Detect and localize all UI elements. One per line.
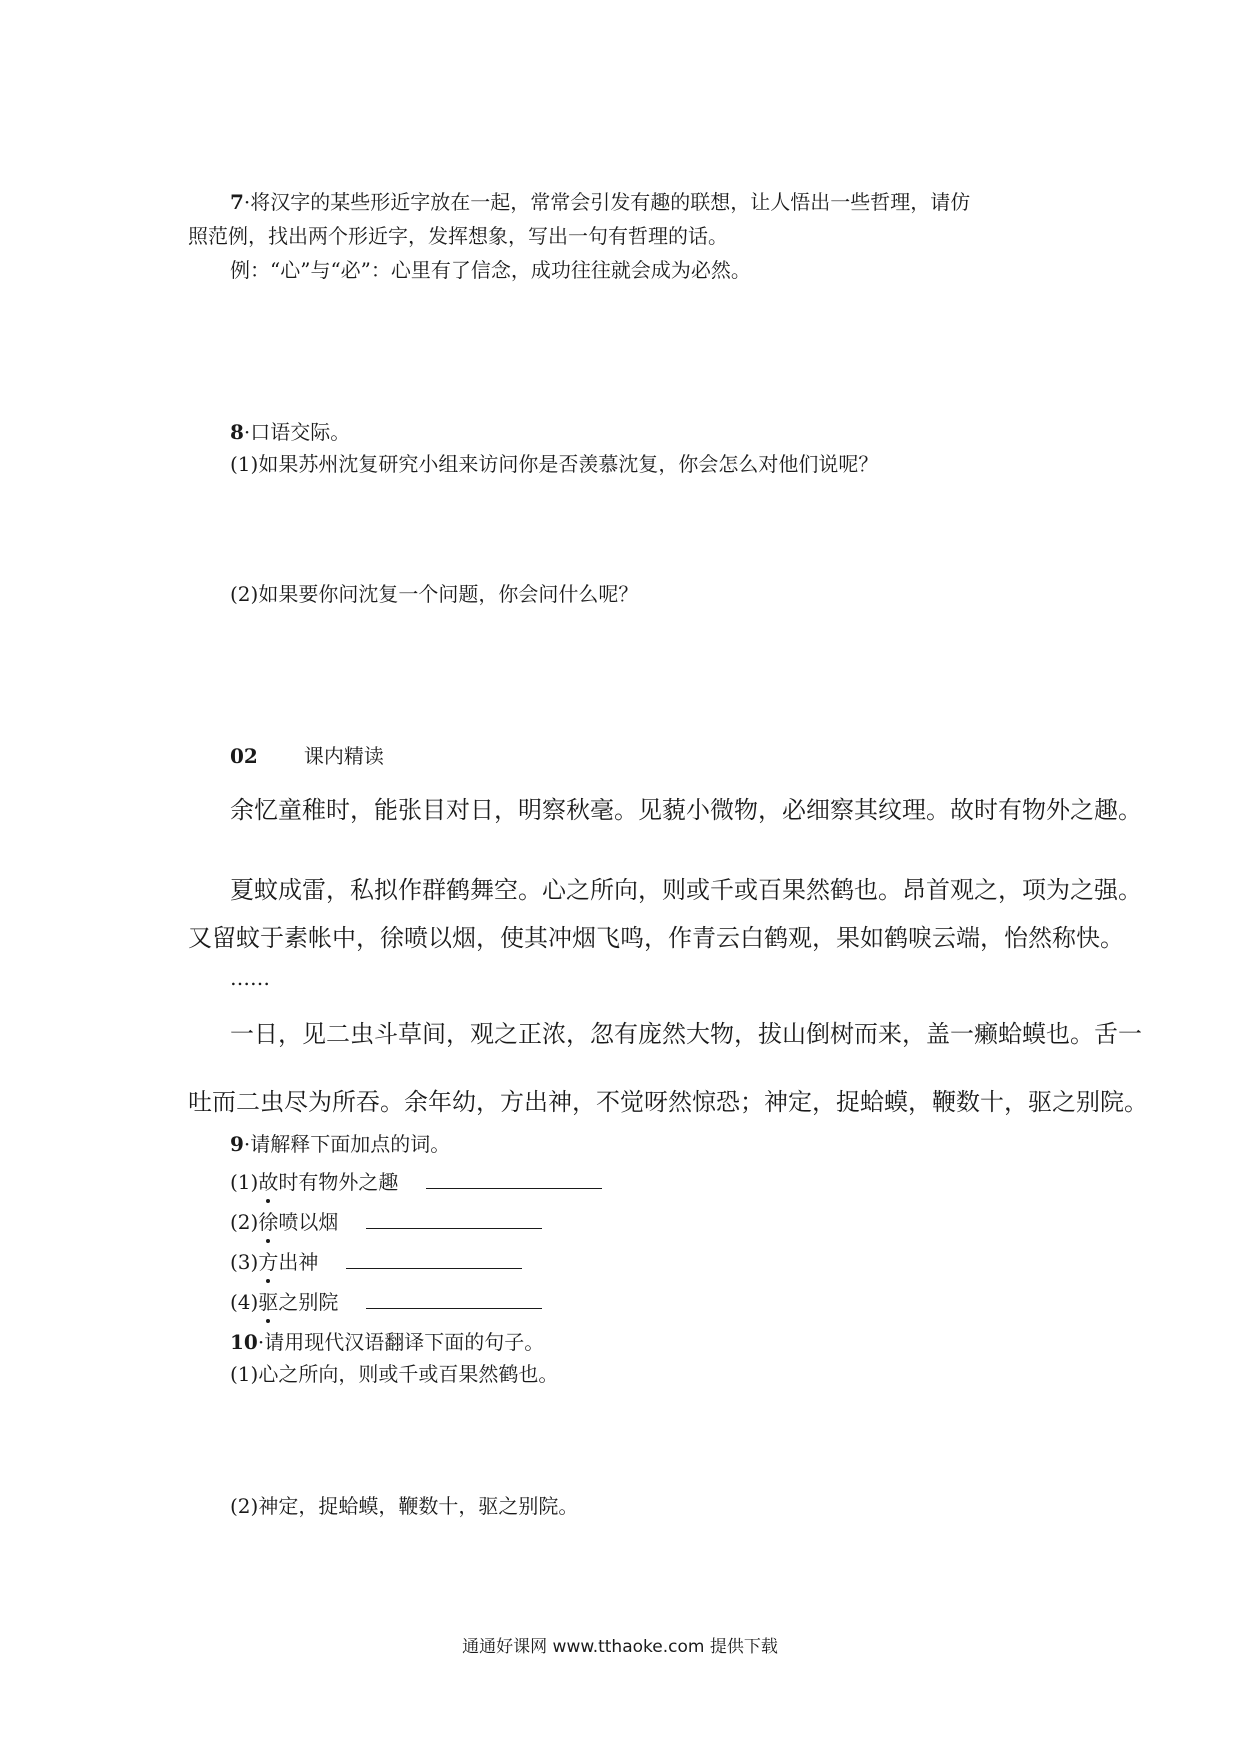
q7-line-1: [230, 186, 970, 215]
passage-paragraph-3b: 吐而二虫尽为所吞。余年幼，方出神，不觉呀然惊恐；神定，捉蛤蟆，鞭数十，驱之别院。: [188, 1088, 1148, 1116]
q10-sub-1: (1)心之所向，则或千或百果然鹤也。: [230, 1362, 559, 1386]
q7-number: 7: [230, 190, 244, 214]
page-footer: 通通好课网 www.tthaoke.com 提供下载: [462, 1637, 778, 1657]
passage-paragraph-1: 余忆童稚时，能张目对日，明察秋毫。见藐小微物，必细察其纹理。故时有物外之趣。: [230, 796, 1142, 824]
answer-blank-1[interactable]: [426, 1187, 602, 1189]
dotted-word: 驱: [258, 1286, 278, 1315]
q7-text-1: ·将汉字的某些形近字放在一起，常常会引发有趣的联想，让人悟出一些哲理，请仿: [243, 190, 971, 214]
q9-title: ·请解释下面加点的词。: [243, 1132, 451, 1156]
q10-sub-2: (2)神定，捉蛤蟆，鞭数十，驱之别院。: [230, 1494, 579, 1518]
q8-title-line: [230, 416, 350, 445]
q10-title-line: [230, 1326, 544, 1355]
section-header: [230, 740, 384, 769]
section-number: 02: [230, 744, 258, 768]
q9-title-line: [230, 1128, 450, 1157]
q10-title: ·请用现代汉语翻译下面的句子。: [257, 1330, 545, 1354]
q9-item-3: (3)方出神: [230, 1246, 522, 1275]
dotted-word: 方: [258, 1246, 278, 1275]
q9-number: 9: [230, 1132, 244, 1156]
q7-example: 例：“心”与“必”：心里有了信念，成功往往就会成为必然。: [230, 258, 751, 282]
q9-item-2: (2)徐喷以烟: [230, 1206, 542, 1235]
q8-number: 8: [230, 420, 244, 444]
q9-item-4: (4)驱之别院: [230, 1286, 542, 1315]
q10-number: 10: [230, 1330, 258, 1354]
dotted-word: 徐: [258, 1206, 278, 1235]
passage-paragraph-2a: 夏蚊成雷，私拟作群鹤舞空。心之所向，则或千或百果然鹤也。昂首观之，项为之强。: [230, 876, 1142, 904]
q8-sub-2: (2)如果要你问沈复一个问题，你会问什么呢？: [230, 582, 639, 606]
passage-paragraph-3a: 一日，见二虫斗草间，观之正浓，忽有庞然大物，拔山倒树而来，盖一癞蛤蟆也。舌一: [230, 1020, 1142, 1048]
answer-blank-3[interactable]: [346, 1267, 522, 1269]
q8-title: ·口语交际。: [243, 420, 351, 444]
q8-sub-1: (1)如果苏州沈复研究小组来访问你是否羡慕沈复，你会怎么对他们说呢？: [230, 452, 879, 476]
passage-paragraph-2b: 又留蚊于素帐中，徐喷以烟，使其冲烟飞鸣，作青云白鹤观，果如鹤唳云端，怡然称快。: [188, 924, 1124, 952]
answer-blank-4[interactable]: [366, 1307, 542, 1309]
q9-item-1: (1)故时有物外之趣: [230, 1166, 602, 1195]
passage-ellipsis: ……: [230, 966, 270, 990]
answer-blank-2[interactable]: [366, 1227, 542, 1229]
q7-line-2: 照范例，找出两个形近字，发挥想象，写出一句有哲理的话。: [188, 224, 728, 248]
section-title: 课内精读: [303, 744, 384, 768]
dotted-word: 故: [258, 1166, 278, 1195]
